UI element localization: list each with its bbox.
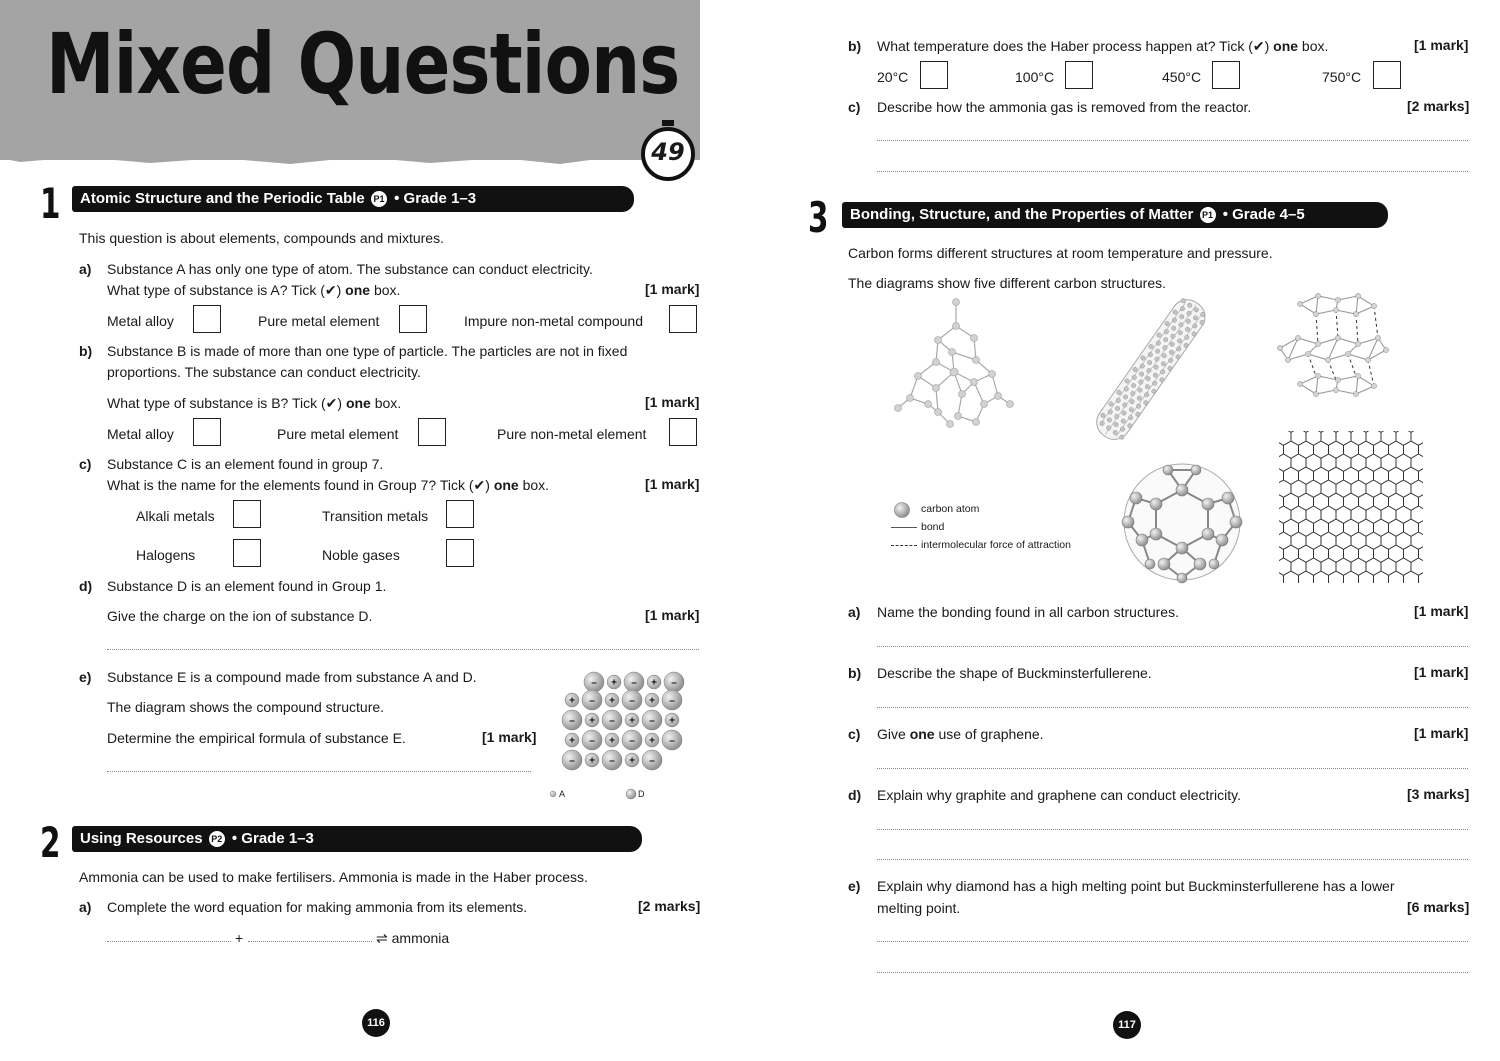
s2b-mark: [1 mark] (1414, 37, 1469, 53)
s1b-line1: Substance B is made of more than one type of particle. The particles are not in fixed (107, 343, 628, 359)
ionic-lattice-diagram (556, 664, 692, 776)
s3e-label: e) (848, 878, 861, 894)
s3e-answer-line-1[interactable] (877, 941, 1468, 942)
nanotube-structure-diagram (1094, 294, 1206, 444)
s2b-opt4: 750°C (1322, 69, 1362, 85)
legend-bond-line (891, 527, 917, 528)
section-2-title: Using Resources (80, 830, 203, 847)
fullerene-structure-diagram (1118, 460, 1246, 584)
legend-imf-label: intermolecular force of attraction (921, 539, 1071, 551)
key-a-label: A (559, 789, 566, 799)
s3c-post: use of graphene. (938, 726, 1044, 742)
s1c-opt1: Alkali metals (136, 508, 215, 524)
s2a-label: a) (79, 899, 92, 915)
lattice-charge: – (591, 677, 597, 689)
section-3-number: 3 (808, 193, 829, 242)
s2b-label: b) (848, 38, 862, 54)
s1b-checkbox-2[interactable] (418, 418, 446, 446)
s1b-label: b) (79, 343, 93, 359)
lattice-charge: + (609, 735, 615, 747)
legend-bond-label: bond (921, 521, 945, 533)
s3b-line1: Describe the shape of Buckminsterfullerene. (877, 665, 1152, 681)
s1b-mark: [1 mark] (645, 394, 700, 410)
s2c-answer-line-2[interactable] (877, 171, 1468, 172)
section-3-header (842, 202, 1388, 228)
s1a-line2: What type of substance is A? Tick (✔) one box. (107, 282, 401, 298)
s1e-line1: Substance E is a compound made from substance A and D. (107, 669, 477, 685)
s1e-answer-line[interactable] (107, 771, 531, 772)
lattice-charge: – (629, 735, 635, 747)
lattice-charge: – (609, 755, 615, 767)
key-d-label: D (638, 789, 645, 799)
s1b-opt1: Metal alloy (107, 426, 174, 442)
lattice-charge: + (589, 715, 595, 727)
s1d-line1: Substance D is an element found in Group 1. (107, 578, 387, 594)
s3c-mark: [1 mark] (1414, 725, 1469, 741)
lattice-charge: – (589, 735, 595, 747)
s3d-line1: Explain why graphite and graphene can conduct electricity. (877, 787, 1241, 803)
s2b-checkbox-2[interactable] (1065, 61, 1093, 89)
diamond-structure-diagram (888, 296, 1018, 431)
lattice-charge: – (649, 715, 655, 727)
s1-intro: This question is about elements, compounds and mixtures. (79, 230, 444, 246)
s3-intro-2: The diagrams show five different carbon structures. (848, 275, 1167, 291)
s2a-line1: Complete the word equation for making ammonia from its elements. (107, 899, 528, 915)
lattice-charge: – (631, 677, 637, 689)
s2b-checkbox-1[interactable] (920, 61, 948, 89)
section-1-number: 1 (40, 179, 61, 228)
s1d-answer-line[interactable] (107, 649, 699, 650)
s2a-blank-1[interactable] (107, 941, 231, 942)
s1c-opt2: Transition metals (322, 508, 429, 524)
lattice-charge: – (589, 695, 595, 707)
s2c-label: c) (848, 99, 861, 115)
s3c-bold: one (909, 726, 935, 742)
s3c-answer-line[interactable] (877, 768, 1468, 769)
lattice-charge: + (669, 715, 675, 727)
s1e-line3: Determine the empirical formula of substance E. (107, 730, 406, 746)
s1c-checkbox-4[interactable] (446, 539, 474, 567)
s1b-checkbox-3[interactable] (669, 418, 697, 446)
lattice-charge: – (569, 755, 575, 767)
s1c-checkbox-2[interactable] (446, 500, 474, 528)
lattice-charge: + (651, 677, 657, 689)
paper-badge: P2 (209, 831, 225, 847)
lattice-charge: + (649, 695, 655, 707)
timer-value: 49 (651, 138, 685, 166)
s1d-mark: [1 mark] (645, 607, 700, 623)
s1a-checkbox-3[interactable] (669, 305, 697, 333)
s1d-line2: Give the charge on the ion of substance D. (107, 608, 373, 624)
s3e-line1: Explain why diamond has a high melting point but Buckminsterfullerene has a lower (877, 878, 1395, 894)
s1a-checkbox-2[interactable] (399, 305, 427, 333)
s1d-label: d) (79, 578, 93, 594)
lattice-charge: + (569, 735, 575, 747)
s2a-product: ⇌ ammonia (376, 930, 450, 946)
lattice-charge: – (609, 715, 615, 727)
key-d-atom (624, 787, 638, 801)
s1b-opt3: Pure non-metal element (497, 426, 647, 442)
s3d-answer-line-1[interactable] (877, 829, 1468, 830)
s1e-label: e) (79, 669, 92, 685)
s1a-checkbox-1[interactable] (193, 305, 221, 333)
lattice-charge: – (671, 677, 677, 689)
s2c-line1: Describe how the ammonia gas is removed from the reactor. (877, 99, 1252, 115)
s1c-checkbox-1[interactable] (233, 500, 261, 528)
s1b-checkbox-1[interactable] (193, 418, 221, 446)
s3d-answer-line-2[interactable] (877, 859, 1468, 860)
lattice-charge: + (589, 755, 595, 767)
s2b-opt3: 450°C (1162, 69, 1202, 85)
s1c-line2: What is the name for the elements found in Group 7? Tick (✔) one box. (107, 477, 550, 493)
section-3-title: Bonding, Structure, and the Properties of Matter (850, 206, 1194, 223)
s2b-checkbox-4[interactable] (1373, 61, 1401, 89)
s2b-opt1: 20°C (877, 69, 909, 85)
s3b-answer-line[interactable] (877, 707, 1468, 708)
lattice-charge: + (611, 677, 617, 689)
s3e-answer-line-2[interactable] (877, 972, 1468, 973)
lattice-charge: – (669, 735, 675, 747)
page-title: Mixed Questions (46, 15, 680, 113)
paper-badge: P1 (1200, 207, 1216, 223)
s2b-line1: What temperature does the Haber process happen at? Tick (✔) one box. (877, 38, 1329, 54)
s3a-mark: [1 mark] (1414, 603, 1469, 619)
s3c-label: c) (848, 726, 861, 742)
legend-atom-label: carbon atom (921, 503, 980, 515)
s2c-mark: [2 marks] (1407, 98, 1470, 114)
s3b-label: b) (848, 665, 862, 681)
lattice-charge: + (629, 715, 635, 727)
s3e-mark: [6 marks] (1407, 899, 1470, 915)
timer-badge (640, 120, 696, 182)
s1b-opt2: Pure metal element (277, 426, 399, 442)
paper-badge: P1 (371, 191, 387, 207)
s3c-line1 (877, 725, 1044, 743)
s3c-pre: Give (877, 726, 906, 742)
s3a-label: a) (848, 604, 861, 620)
s2b-checkbox-3[interactable] (1212, 61, 1240, 89)
graphite-structure-diagram (1272, 292, 1392, 402)
lattice-charge: + (629, 755, 635, 767)
s1e-mark: [1 mark] (482, 729, 537, 745)
s1c-checkbox-3[interactable] (233, 539, 261, 567)
s3d-mark: [3 marks] (1407, 786, 1470, 802)
lattice-charge: + (649, 735, 655, 747)
lattice-charge: + (609, 695, 615, 707)
s1a-line1: Substance A has only one type of atom. The substance can conduct electricity. (107, 261, 593, 277)
s2a-blank-2[interactable] (248, 941, 372, 942)
s2b-opt2: 100°C (1015, 69, 1055, 85)
s2a-mark: [2 marks] (638, 898, 701, 914)
s1c-opt4: Noble gases (322, 547, 400, 563)
s2-intro: Ammonia can be used to make fertilisers. Ammonia is made in the Haber process. (79, 869, 588, 885)
legend-imf-line (891, 545, 917, 546)
lattice-charge: – (669, 695, 675, 707)
s2c-answer-line-1[interactable] (877, 140, 1468, 141)
s3b-mark: [1 mark] (1414, 664, 1469, 680)
s1c-mark: [1 mark] (645, 476, 700, 492)
s3a-line1: Name the bonding found in all carbon structures. (877, 604, 1179, 620)
page-number-right: 117 (1113, 1011, 1141, 1039)
s1e-line2: The diagram shows the compound structure. (107, 699, 385, 715)
section-3-grade: • Grade 4–5 (1222, 206, 1305, 223)
s1c-label: c) (79, 456, 92, 472)
s1a-opt1: Metal alloy (107, 313, 174, 329)
lattice-charge: – (569, 715, 575, 727)
section-2-number: 2 (40, 818, 61, 867)
s1c-opt3: Halogens (136, 547, 196, 563)
s1c-line1: Substance C is an element found in group 7. (107, 456, 384, 472)
s1a-mark: [1 mark] (645, 281, 700, 297)
s3d-label: d) (848, 787, 862, 803)
s3-intro-1: Carbon forms different structures at room temperature and pressure. (848, 245, 1273, 261)
section-1-header (72, 186, 634, 212)
brush-edge (0, 150, 700, 170)
section-2-header (72, 826, 642, 852)
s1b-line3: What type of substance is B? Tick (✔) one box. (107, 395, 402, 411)
lattice-charge: – (629, 695, 635, 707)
s1a-opt2: Pure metal element (258, 313, 380, 329)
section-1-title: Atomic Structure and the Periodic Table (80, 190, 365, 207)
s1a-label: a) (79, 261, 92, 277)
s3e-line2: melting point. (877, 900, 961, 916)
lattice-charge: + (569, 695, 575, 707)
s3a-answer-line[interactable] (877, 646, 1468, 647)
s2a-plus: + (235, 930, 244, 946)
graphene-structure-diagram (1276, 428, 1426, 586)
lattice-charge: – (649, 755, 655, 767)
section-2-grade: • Grade 1–3 (231, 830, 314, 847)
s1a-opt3: Impure non-metal compound (464, 313, 643, 329)
section-1-grade: • Grade 1–3 (394, 190, 477, 207)
s1b-line2: proportions. The substance can conduct electricity. (107, 364, 421, 380)
page-number-left: 116 (362, 1009, 390, 1037)
legend-carbon-atom-icon (892, 500, 912, 520)
